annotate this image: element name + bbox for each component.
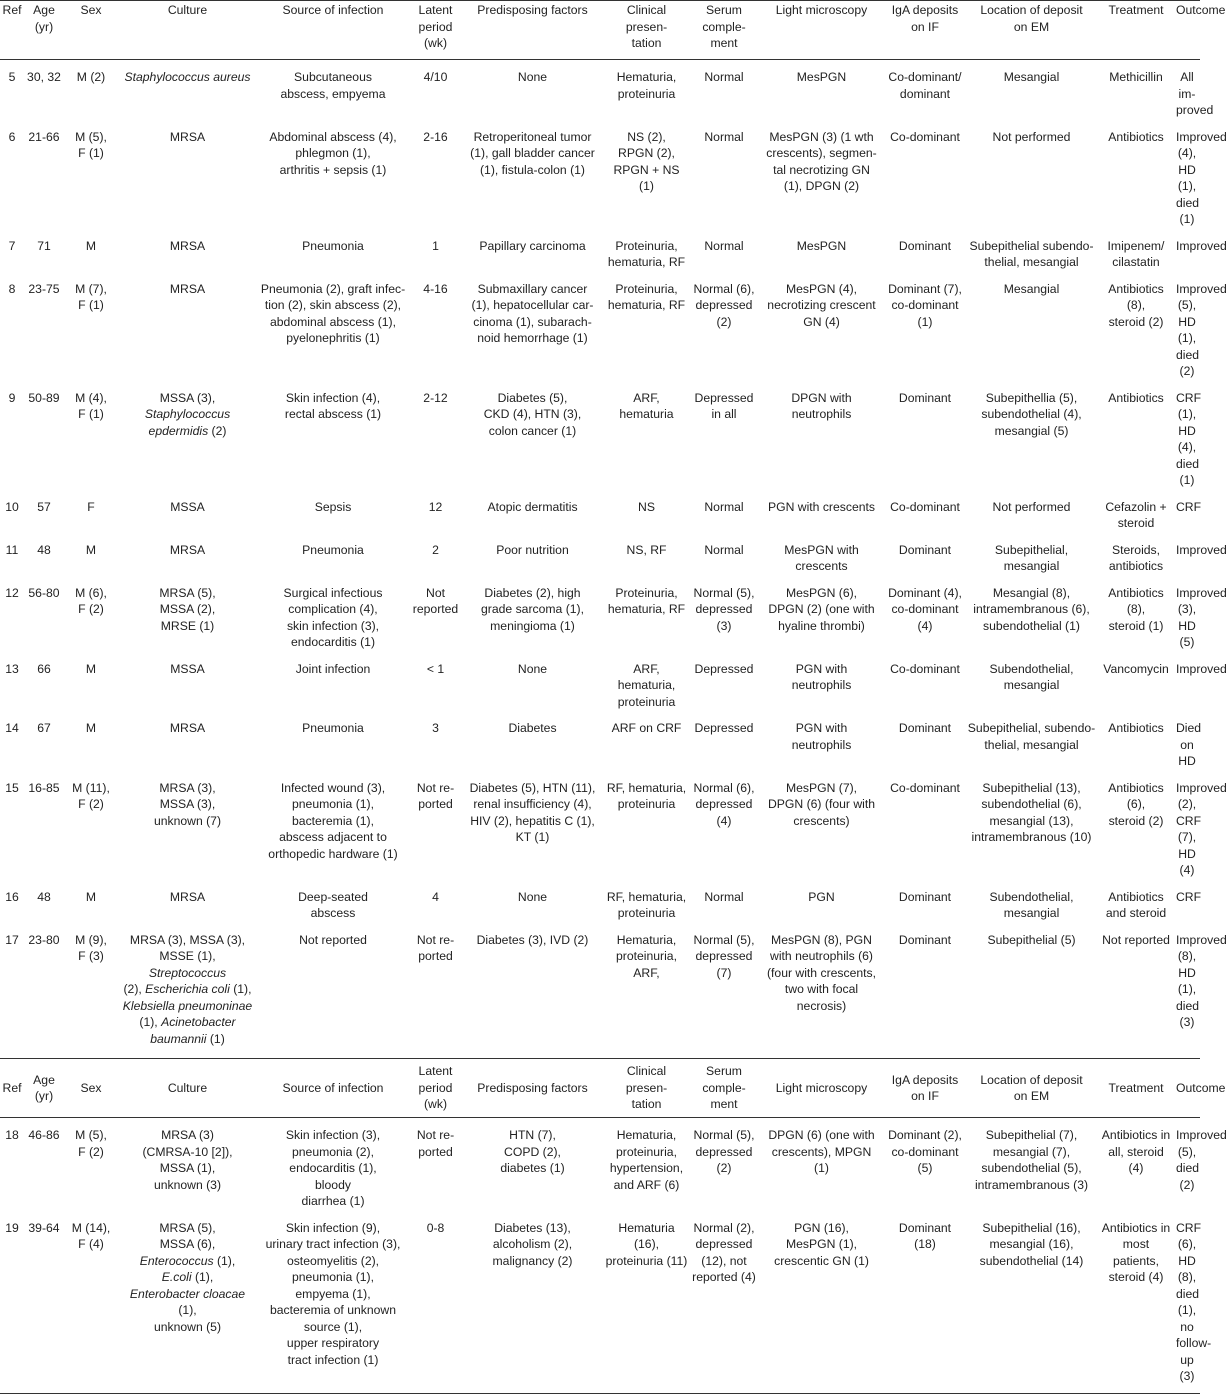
cell-predisposing: None (517, 661, 548, 676)
cell-light-microscopy: DPGN with neutrophils (791, 390, 852, 421)
cell-culture (118, 652, 257, 712)
cell-em: Subepithelial, mesangial (994, 542, 1069, 573)
cell-treatment: Imipenem/ cilastatin (1107, 238, 1165, 269)
cell-ref: 6 (8, 129, 16, 144)
cell-iga: Dominant (7), co-dominant (1) (888, 281, 962, 329)
col-header-repeat: Culture (118, 1059, 257, 1118)
cell-treatment: Antibiotics (8), steroid (1) (1108, 585, 1164, 633)
cell-clinical: Hematuria, proteinuria (616, 70, 677, 101)
table-row (0, 381, 1200, 490)
col-header-light-microscopy: Light microscopy (758, 1, 885, 60)
cell-clinical: RF, hematuria, proteinuria (606, 780, 687, 811)
cell-source: Pneumonia (302, 721, 364, 735)
organism-name-italic: E.coli (161, 1270, 192, 1284)
cell-latent: Not re- ported (409, 923, 462, 1059)
cell-ref: 11 (5, 542, 19, 557)
cell-complement: Depressed (694, 661, 754, 676)
cell-clinical: NS (638, 499, 655, 514)
cell-clinical: NS (2), RPGN (2), RPGN + NS (1) (613, 129, 680, 193)
cell-clinical: Hematuria, proteinuria, hypertension, and ARF (6) (609, 1128, 684, 1192)
cell-em: Subendothelial, mesangial (989, 889, 1074, 920)
cell-latent: 1 (432, 238, 439, 253)
cell-source: Surgical infectious complication (4), skin infection (3), endocarditis (1) (283, 585, 383, 649)
table-row (0, 576, 1200, 652)
cell-latent: 4-16 (423, 281, 448, 296)
cell-age: 48 (37, 542, 51, 557)
col-header-em: Location of deposit on EM (965, 1, 1098, 60)
cell-treatment: Antibiotics (1108, 129, 1164, 144)
cell-culture (118, 576, 257, 652)
cell-complement: Normal (5), depressed (2) (693, 1128, 755, 1175)
cell-age: 39-64 (24, 1211, 64, 1394)
cell-latent: Not reported (412, 585, 459, 616)
cell-predisposing: Diabetes (5), HTN (11), renal insufficiency (4), HIV (2), hepatitis C (1), KT (1) (469, 780, 596, 844)
cell-complement: Depressed in all (694, 390, 754, 421)
cell-iga: Co-dominant (890, 129, 960, 144)
culture-text: MRSA (5), MSSA (2), MRSE (1) (159, 585, 216, 633)
cell-iga: Dominant (898, 238, 952, 253)
col-header-ref: Ref (0, 1, 24, 60)
cell-clinical: RF, hematuria, proteinuria (606, 889, 687, 920)
cell-light-microscopy: MesPGN (8), PGN with neutrophils (6) (four with crescents, two with focal necrosis) (758, 923, 885, 1059)
cell-ref: 9 (8, 390, 16, 405)
cell-treatment: Antibiotics (8), steroid (2) (1108, 281, 1164, 329)
culture-text: MSSA (170, 661, 205, 676)
cell-light-microscopy: MesPGN (796, 70, 847, 84)
cell-culture (118, 771, 257, 880)
cell-sex: M (11), F (2) (72, 780, 110, 811)
cell-source: Not reported (257, 923, 409, 1059)
cell-complement: Normal (5), depressed (7) (690, 923, 758, 1059)
cell-culture (118, 1118, 257, 1211)
cell-outcome: Improved (3), HD (5) (1176, 585, 1227, 649)
cell-predisposing: Diabetes (508, 721, 557, 735)
cell-light-microscopy: PGN (16), MesPGN (1), crescentic GN (1) (758, 1211, 885, 1394)
table-row (0, 771, 1200, 880)
cell-treatment: Vancomycin (1103, 661, 1169, 676)
culture-text: MRSA (169, 889, 206, 904)
culture-text: (1), (139, 1015, 158, 1029)
cell-ref: 7 (8, 238, 16, 253)
culture-text: MRSA (3), MSSA (3), MSSE (1), (129, 932, 246, 963)
cell-sex: M (85, 238, 97, 253)
cell-source: Skin infection (3), pneumonia (2), endocarditis (1), bloody diarrhea (1) (285, 1128, 381, 1208)
cell-latent: 12 (428, 499, 443, 514)
cell-predisposing: Diabetes (5), CKD (4), HTN (3), colon cancer (1) (483, 390, 582, 438)
cell-latent: 3 (432, 721, 439, 735)
cell-predisposing: Diabetes (2), high grade sarcoma (1), meningioma (1) (481, 585, 584, 633)
cell-complement: Normal (704, 889, 744, 904)
cell-complement: Depressed (694, 721, 754, 735)
cell-source: Pneumonia (302, 542, 364, 557)
col-header-repeat: Source of infection (257, 1059, 409, 1118)
cell-latent: 2-16 (423, 129, 448, 144)
cell-sex: M (85, 661, 97, 676)
cell-ref: 12 (5, 585, 19, 600)
culture-text: (1), unknown (5) (153, 1303, 222, 1334)
cell-age: 23-80 (24, 923, 64, 1059)
cell-ref: 15 (5, 780, 19, 795)
cell-iga: Dominant (4), co-dominant (4) (888, 585, 962, 633)
organism-name-italic: Acinetobacter baumannii (150, 1015, 236, 1046)
cell-clinical: Hematuria (16), proteinuria (11) (603, 1211, 690, 1394)
table-row (0, 229, 1200, 272)
cell-sex: M (6), F (2) (75, 585, 107, 616)
col-header-culture: Culture (118, 1, 257, 60)
organism-name-italic: Staphylococcus epdermidis (144, 407, 231, 438)
cell-iga: Dominant (2), co-dominant (5) (888, 1128, 962, 1175)
cell-latent: 4/10 (423, 70, 448, 84)
col-header-source: Source of infection (257, 1, 409, 60)
cell-outcome: Improved (2), CRF (7), HD (4) (1176, 780, 1227, 877)
cell-iga: Dominant (898, 721, 952, 735)
cell-complement: Normal (704, 499, 744, 514)
cell-sex: M (2) (76, 70, 106, 84)
cell-culture (118, 490, 257, 533)
cell-sex: M (85, 721, 97, 735)
cell-treatment: Cefazolin + steroid (1105, 499, 1167, 530)
col-header-latent: Latent period (wk) (409, 1, 462, 60)
cell-em: Subepithelial subendo- thelial, mesangial (969, 238, 1094, 269)
cell-complement: Normal (5), depressed (3) (693, 585, 755, 633)
col-header-clinical: Clinical presen- tation (603, 1, 690, 60)
cell-predisposing: Retroperitoneal tumor (1), gall bladder cancer (1), fistula-colon (1) (470, 129, 595, 177)
cell-treatment: Antibiotics (1108, 390, 1164, 405)
culture-text: (1), (216, 1253, 236, 1268)
cell-latent: < 1 (426, 661, 445, 676)
organism-name-italic: Staphylococcus aureus (124, 70, 251, 84)
cell-culture (118, 880, 257, 923)
cell-outcome: CRF (6), HD (8), died (1), no follow-up (3) (1174, 1211, 1200, 1394)
cell-culture (118, 381, 257, 490)
cell-sex: M (85, 889, 97, 904)
col-header-outcome: Outcome (1174, 1, 1200, 60)
cell-treatment: Not reported (1098, 923, 1174, 1059)
cell-em: Subepithellia (5), subendothelial (4), mesangial (5) (981, 390, 1082, 438)
cell-outcome: Improved (1176, 542, 1227, 557)
cell-culture (118, 1211, 257, 1394)
cell-culture (118, 120, 257, 229)
cell-light-microscopy: MesPGN (3) (1 wth crescents), segmen- tal necrotizing GN (1), DPGN (2) (766, 129, 877, 193)
cell-em: Mesangial (1003, 281, 1060, 296)
cell-source: Skin infection (9), urinary tract infection (3), osteomyelitis (2), pneumonia (1), empyema (1), bacteremia of unknown source (1), upper respiratory tract infection (1) (257, 1211, 409, 1394)
cell-light-microscopy: DPGN (6) (one with crescents), MPGN (1) (768, 1128, 875, 1175)
cell-iga: Co-dominant (890, 499, 960, 514)
cell-age: 48 (37, 889, 51, 904)
cell-culture (118, 923, 257, 1059)
cell-em: Subepithelial (5) (965, 923, 1098, 1059)
cell-ref: 8 (8, 281, 16, 296)
cell-age: 21-66 (28, 129, 60, 144)
cell-ref: 16 (5, 889, 19, 904)
cell-clinical: ARF, hematuria, proteinuria (617, 661, 676, 709)
cell-complement: Normal (704, 129, 744, 144)
cell-iga: Co-dominant (890, 661, 960, 676)
cell-outcome: CRF (1176, 499, 1202, 514)
cell-iga: Dominant (898, 390, 952, 405)
culture-text: MRSA (169, 129, 206, 144)
culture-text: MSSA (170, 499, 205, 514)
cell-age: 46-86 (28, 1128, 60, 1142)
cell-complement: Normal (6), depressed (4) (693, 780, 755, 828)
cell-age: 66 (37, 661, 51, 676)
cell-predisposing: None (517, 70, 548, 84)
col-header-predisposing: Predisposing factors (462, 1, 603, 60)
col-header-repeat: Treatment (1098, 1059, 1174, 1118)
col-header-repeat: Predisposing factors (462, 1059, 603, 1118)
col-header-iga: IgA deposits on IF (885, 1, 965, 60)
cell-ref: 18 (5, 1128, 19, 1142)
cell-iga: Dominant (898, 889, 952, 904)
table-row (0, 120, 1200, 229)
cell-latent: Not re- ported (416, 1128, 455, 1159)
col-header-repeat: IgA deposits on IF (885, 1059, 965, 1118)
cell-latent: 2 (432, 542, 439, 557)
table-row (0, 533, 1200, 576)
cell-treatment: Steroids, antibiotics (1108, 542, 1164, 573)
cell-clinical: Proteinuria, hematuria, RF (607, 585, 686, 616)
table-header-row (0, 1, 1200, 60)
culture-text: MRSA (169, 281, 206, 296)
cell-treatment: Antibiotics (6), steroid (2) (1108, 780, 1164, 828)
cell-ref: 5 (8, 70, 16, 84)
cell-latent: 2-12 (423, 390, 448, 405)
cell-iga: Dominant (885, 923, 965, 1059)
cell-predisposing: Diabetes (3), IVD (2) (462, 923, 603, 1059)
cell-predisposing: Diabetes (13), alcoholism (2), malignancy (2) (462, 1211, 603, 1394)
cell-light-microscopy: PGN (808, 889, 835, 904)
cell-age: 71 (37, 238, 51, 253)
cell-source: Abdominal abscess (4), phlegmon (1), arthritis + sepsis (1) (269, 129, 397, 177)
cell-age: 23-75 (28, 281, 60, 296)
col-header-treatment: Treatment (1098, 1, 1174, 60)
cell-treatment: Methicillin (1109, 70, 1163, 84)
culture-text: (2) (208, 423, 227, 438)
cell-light-microscopy: MesPGN (796, 238, 847, 253)
cell-em: Subepithelial (16), mesangial (16), subendothelial (14) (965, 1211, 1098, 1394)
cell-iga: Co-dominant/ dominant (888, 70, 962, 101)
cell-culture (118, 60, 257, 120)
culture-text: MRSA (169, 542, 206, 557)
cell-light-microscopy: MesPGN (7), DPGN (6) (four with crescents) (768, 780, 875, 828)
cell-source: Skin infection (4), rectal abscess (1) (284, 390, 382, 421)
organism-name-italic: Streptococcus (148, 965, 227, 980)
cell-em: Mesangial (8), intramembranous (6), subendothelial (1) (973, 585, 1090, 633)
cell-predisposing: HTN (7), COPD (2), diabetes (1) (500, 1128, 565, 1175)
cell-clinical: Proteinuria, hematuria, RF (607, 281, 686, 312)
cell-age: 30, 32 (27, 70, 61, 84)
cell-light-microscopy: PGN with neutrophils (791, 721, 852, 752)
cell-clinical: NS, RF (626, 542, 667, 557)
cell-complement: Normal (2), depressed (12), not reported (4) (690, 1211, 758, 1394)
cell-age: 56-80 (28, 585, 60, 600)
culture-text: (1), (194, 1270, 214, 1284)
col-header-repeat: Light microscopy (758, 1059, 885, 1118)
cell-predisposing: Poor nutrition (496, 542, 569, 557)
cell-source: Sepsis (314, 499, 352, 514)
cell-outcome: Improved (5), HD (1), died (2) (1176, 281, 1227, 378)
cell-outcome: Improved (1176, 661, 1227, 676)
cell-culture (118, 533, 257, 576)
col-header-repeat: Sex (64, 1059, 118, 1118)
cell-outcome: CRF (1), HD (4), died (1) (1176, 390, 1202, 487)
culture-text: MRSA (169, 721, 206, 735)
col-header-repeat: Ref (0, 1059, 24, 1118)
cell-clinical: Hematuria, proteinuria, ARF, (603, 923, 690, 1059)
cell-predisposing: Atopic dermatitis (487, 499, 578, 514)
organism-name-italic: Enterobacter cloacae (129, 1286, 246, 1301)
cell-age: 67 (37, 721, 51, 735)
cell-treatment: Antibiotics (1108, 721, 1164, 735)
cell-predisposing: Submaxillary cancer (1), hepatocellular car- cinoma (1), subarach- noid hemorrhage (1) (471, 281, 594, 345)
cell-sex: M (5), F (2) (75, 1128, 107, 1159)
cell-ref: 13 (5, 661, 19, 676)
cell-age: 16-85 (28, 780, 60, 795)
cell-outcome: Improved (5), died (2) (1176, 1128, 1227, 1192)
cell-culture (118, 711, 257, 771)
cell-sex: M (85, 542, 97, 557)
col-header-repeat: Outcome (1174, 1059, 1200, 1118)
cell-outcome: Died on HD (1176, 721, 1202, 768)
col-header-repeat: Clinical presen- tation (603, 1059, 690, 1118)
cell-ref: 19 (0, 1211, 24, 1394)
culture-text: MSSA (3), (159, 390, 216, 405)
culture-text: MRSA (3), MSSA (3), unknown (7) (153, 780, 222, 828)
table-row (0, 880, 1200, 923)
organism-name-italic: Escherichia coli (145, 982, 230, 996)
cell-sex: M (4), F (1) (75, 390, 107, 421)
table-row (0, 490, 1200, 533)
table-row (0, 60, 1200, 120)
table-row (0, 711, 1200, 771)
cell-light-microscopy: MesPGN with crescents (784, 542, 859, 573)
cell-culture (118, 272, 257, 381)
cell-treatment: Antibiotics in all, steroid (4) (1101, 1128, 1171, 1175)
cell-latent: 4 (432, 889, 439, 904)
table-row (0, 923, 1200, 1059)
cell-light-microscopy: PGN with neutrophils (791, 661, 852, 692)
cell-clinical: ARF on CRF (611, 721, 682, 735)
cell-culture (118, 229, 257, 272)
col-header-age: Age (yr) (24, 1, 64, 60)
cell-complement: Normal (704, 542, 744, 557)
cell-source: Infected wound (3), pneumonia (1), bacteremia (1), abscess adjacent to orthopedic hardware (1) (268, 780, 398, 861)
col-header-repeat: Age (yr) (24, 1059, 64, 1118)
culture-text: MRSA (5), MSSA (6), (159, 1220, 216, 1251)
cell-predisposing: None (517, 889, 548, 904)
cell-em: Not performed (992, 129, 1071, 144)
cell-predisposing: Papillary carcinoma (479, 238, 586, 253)
cell-treatment: Antibiotics and steroid (1105, 889, 1167, 920)
cell-iga: Co-dominant (890, 780, 960, 795)
cell-clinical: Proteinuria, hematuria, RF (607, 238, 686, 269)
cell-source: Subcutaneous abscess, empyema (280, 70, 386, 101)
culture-text: MRSA (3) (CMRSA-10 [2]), MSSA (1), unknown (3) (142, 1128, 233, 1192)
cell-em: Not performed (992, 499, 1071, 514)
table-header-row-repeat (0, 1059, 1200, 1118)
col-header-repeat: Location of deposit on EM (965, 1059, 1098, 1118)
cell-ref: 14 (5, 721, 19, 735)
cell-outcome: Improved (4), HD (1), died (1) (1176, 129, 1227, 226)
cell-em: Subepithelial (7), mesangial (7), subendothelial (5), intramembranous (3) (974, 1128, 1089, 1192)
cell-age: 57 (37, 499, 51, 514)
cell-light-microscopy: MesPGN (6), DPGN (2) (one with hyaline thrombi) (768, 585, 875, 633)
cell-iga: Dominant (18) (885, 1211, 965, 1394)
cell-source: Joint infection (295, 661, 371, 676)
cell-complement: Normal (704, 238, 744, 253)
cell-sex: F (87, 499, 95, 514)
cell-complement: Normal (704, 70, 744, 84)
cell-sex: M (9), F (3) (64, 923, 118, 1059)
cell-complement: Normal (6), depressed (2) (693, 281, 755, 329)
cell-source: Pneumonia (302, 238, 364, 253)
culture-text: (1), (233, 982, 252, 996)
cell-age: 50-89 (28, 390, 60, 405)
cell-treatment: Antibiotics in most patients, steroid (4) (1098, 1211, 1174, 1394)
cell-sex: M (7), F (1) (75, 281, 107, 312)
cell-outcome: Improved (1176, 238, 1227, 253)
cell-source: Pneumonia (2), graft infec- tion (2), skin abscess (2), abdominal abscess (1), pyelonephritis (1) (260, 281, 406, 345)
table-row (0, 1118, 1200, 1211)
cell-latent: 0-8 (409, 1211, 462, 1394)
cell-outcome: All im- proved (1176, 70, 1214, 117)
table-row (0, 272, 1200, 381)
table-row (0, 652, 1200, 712)
organism-name-italic: Klebsiella pneumoninae (122, 998, 253, 1013)
cell-ref: 17 (0, 923, 24, 1059)
culture-text: MRSA (169, 238, 206, 253)
table-row (0, 1211, 1200, 1394)
cell-clinical: ARF, hematuria (619, 390, 674, 421)
cell-light-microscopy: MesPGN (4), necrotizing crescent GN (4) (767, 281, 876, 329)
cell-sex: M (5), F (1) (75, 129, 107, 160)
col-header-sex: Sex (64, 1, 118, 60)
col-header-repeat: Serum comple- ment (690, 1059, 758, 1118)
cell-em: Subepithelial (13), subendothelial (6), mesangial (13), intramembranous (10) (971, 780, 1092, 844)
col-header-complement: Serum comple- ment (690, 1, 758, 60)
cell-outcome: Improved (8), HD (1), died (3) (1174, 923, 1200, 1059)
cell-source: Deep-seated abscess (298, 889, 368, 920)
cell-light-microscopy: PGN with crescents (767, 499, 875, 514)
cell-em: Subepithelial, subendo- thelial, mesangial (967, 721, 1096, 752)
cell-iga: Dominant (898, 542, 952, 557)
culture-text: (1) (206, 1031, 225, 1046)
cell-latent: Not re- ported (416, 780, 455, 811)
cell-outcome: CRF (1176, 889, 1202, 904)
culture-text: (2), (123, 982, 142, 996)
cell-sex: M (14), F (4) (64, 1211, 118, 1394)
cell-em: Subendothelial, mesangial (989, 661, 1074, 692)
organism-name-italic: Enterococcus (139, 1253, 214, 1268)
cell-em: Mesangial (1003, 70, 1060, 84)
col-header-repeat: Latent period (wk) (409, 1059, 462, 1118)
cell-ref: 10 (5, 499, 19, 514)
